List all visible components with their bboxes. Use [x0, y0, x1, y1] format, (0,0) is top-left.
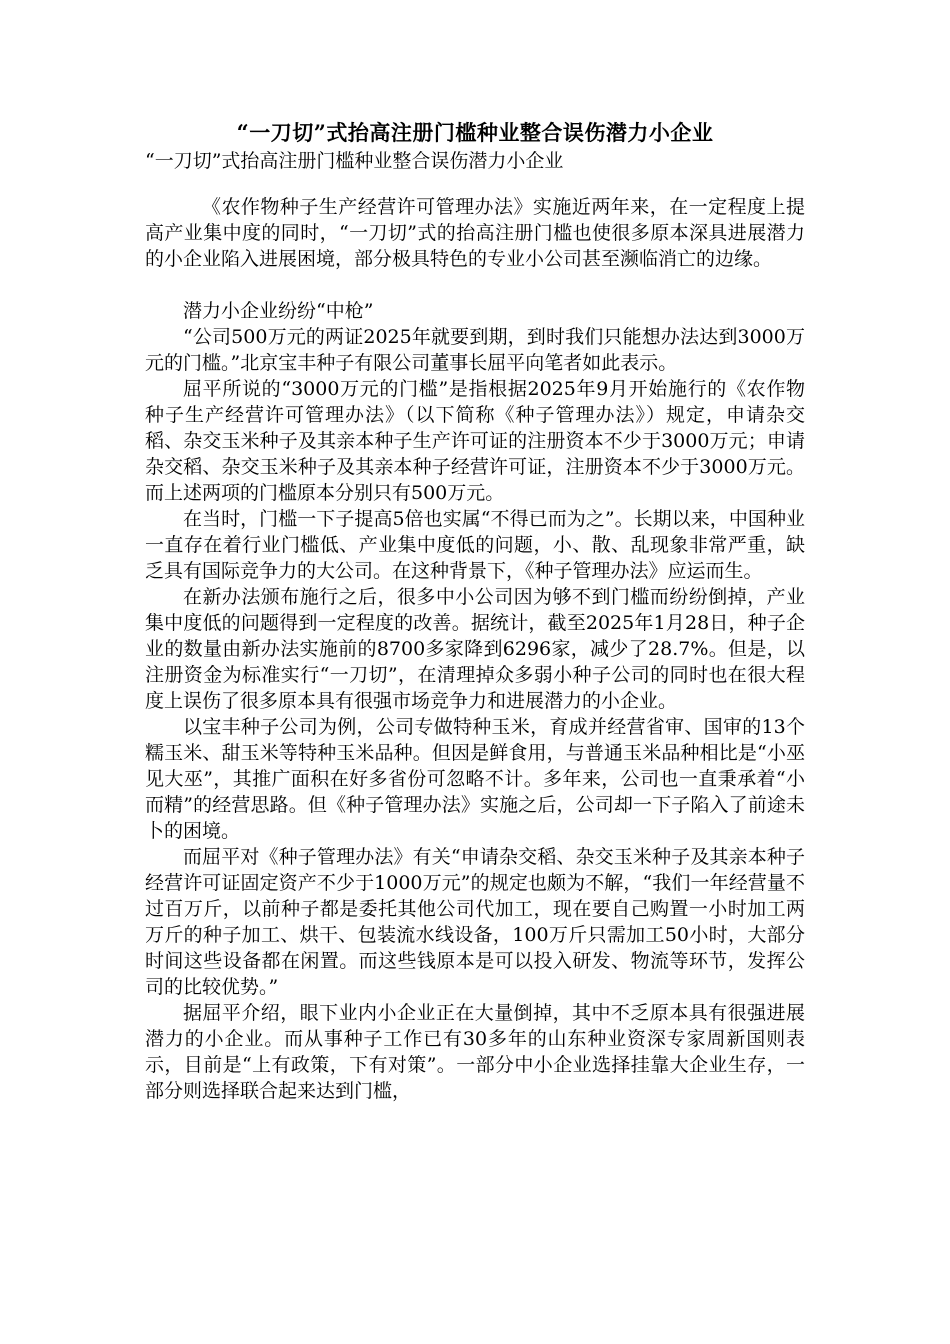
body-paragraph: “公司500万元的两证2025年就要到期，到时我们只能想办法达到3000万元的门槛。”北京宝丰种子有限公司董事长屈平向笔者如此表示。 — [145, 326, 805, 374]
body-paragraph: 以宝丰种子公司为例，公司专做特种玉米，育成并经营省审、国审的13个糯玉米、甜玉米等特种玉米品种。但因是鲜食用，与普通玉米品种相比是“小巫见大巫”，其推广面积在好多省份可忽略不计。多年来，公司也一直秉承着“小而精”的经营思路。但《种子管理办法》实施之后，公司却一下子陷入了前途未卜的困境。 — [145, 716, 805, 842]
body-paragraph: 在当时，门槛一下子提高5倍也实属“不得已而为之”。长期以来，中国种业一直存在着行业门槛低、产业集中度低的问题，小、散、乱现象非常严重，缺乏具有国际竞争力的大公司。在这种背景下，《种子管理办法》应运而生。 — [145, 508, 805, 582]
document-title: “一刀切”式抬高注册门槛种业整合误伤潜力小企业 — [236, 120, 714, 145]
document-page — [145, 118, 805, 1104]
body-paragraph: 屈平所说的“3000万元的门槛”是指根据2025年9月开始施行的《农作物种子生产经营许可管理办法》（以下简称《种子管理办法》）规定，申请杂交稻、杂交玉米种子及其亲本种子生产许可证的注册资本不少于3000万元；申请杂交稻、杂交玉米种子及其亲本种子经营许可证，注册资本不少于3000万元。而上述两项的门槛原本分别只有500万元。 — [145, 378, 805, 504]
lead-paragraph: 《农作物种子生产经营许可管理办法》实施近两年来，在一定程度上提高产业集中度的同时，“一刀切”式的抬高注册门槛也使很多原本深具进展潜力的小企业陷入进展困境，部分极具特色的专业小公司甚至濒临消亡的边缘。 — [145, 196, 805, 270]
section-heading: 潜力小企业纷纷“中枪” — [183, 300, 374, 322]
body-paragraph: 在新办法颁布施行之后，很多中小公司因为够不到门槛而纷纷倒掉，产业集中度低的问题得到一定程度的改善。据统计，截至2025年1月28日，种子企业的数量由新办法实施前的8700多家降到6296家，减少了28.7%。但是，以注册资金为标准实行“一刀切”，在清理掉众多弱小种子公司的同时也在很大程度上误伤了很多原本具有很强市场竞争力和进展潜力的小企业。 — [145, 586, 805, 712]
paragraph-spacer — [145, 272, 805, 298]
body-paragraph: 而屈平对《种子管理办法》有关“申请杂交稻、杂交玉米种子及其亲本种子经营许可证固定资产不少于1000万元”的规定也颇为不解，“我们一年经营量不过百万斤，以前种子都是委托其他公司代加工，现在要自己购置一小时加工两万斤的种子加工、烘干、包装流水线设备，100万斤只需加工50小时，大部分时间这些设备都在闲置。而这些钱原本是可以投入研发、物流等环节，发挥公司的比较优势。” — [145, 846, 805, 998]
document-subtitle: “一刀切”式抬高注册门槛种业整合误伤潜力小企业 — [145, 150, 564, 172]
body-paragraph: 据屈平介绍，眼下业内小企业正在大量倒掉，其中不乏原本具有很强进展潜力的小企业。而从事种子工作已有30多年的山东种业资深专家周新国则表示，目前是“上有政策，下有对策”。一部分中小企业选择挂靠大企业生存，一部分则选择联合起来达到门槛， — [145, 1002, 805, 1102]
